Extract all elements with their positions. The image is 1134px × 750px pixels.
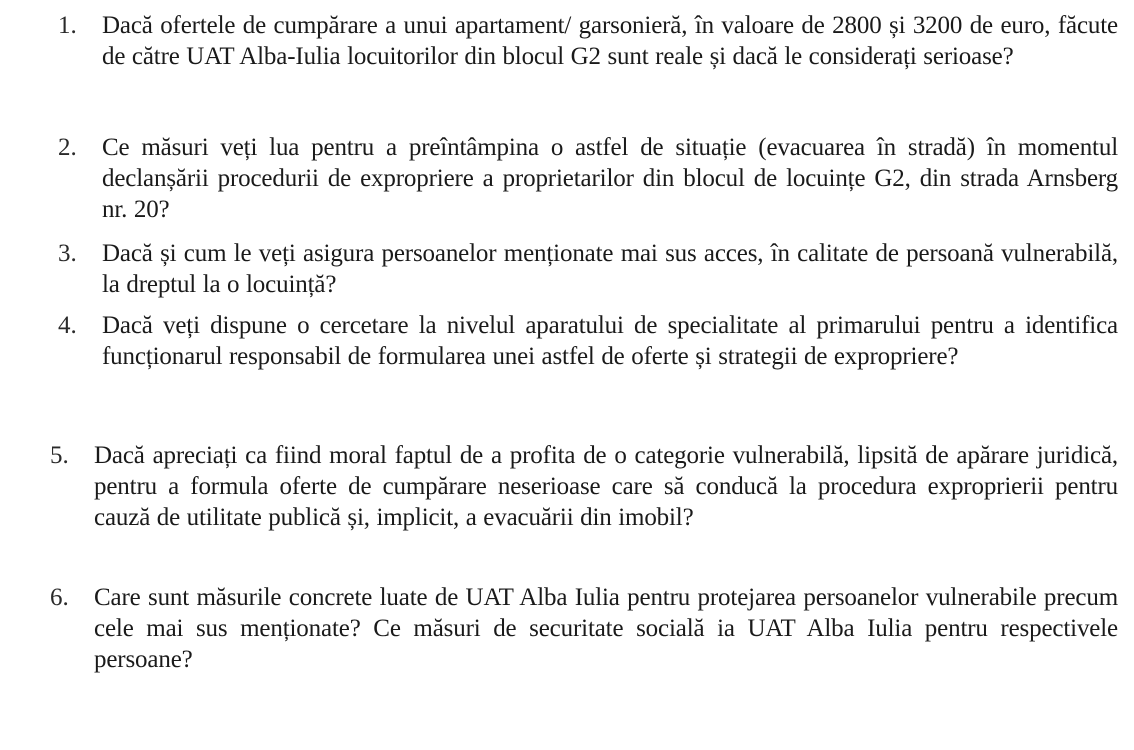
question-item-4 [58, 310, 1118, 372]
question-item-2 [58, 132, 1118, 225]
question-text: Dacă și cum le veți asigura persoanelor menționate mai sus acces, în calitate de persoană vulnerabilă, la dreptul la o locuință? [102, 240, 1118, 298]
question-number: 1. [58, 12, 77, 39]
question-number: 2. [58, 134, 77, 161]
question-item-6 [50, 582, 1118, 675]
question-number: 3. [58, 240, 77, 267]
question-text: Dacă apreciați ca fiind moral faptul de a profita de o categorie vulnerabilă, lipsită de apărare juridică, pentru a formula oferte de cumpărare neserioase care să conducă la procedura exproprierii pentru cauză de utilitate publică și, implicit, a evacuării din imobil? [94, 442, 1118, 531]
question-text: Ce măsuri veți lua pentru a preîntâmpina o astfel de situație (evacuarea în stradă) în momentul declanșării procedurii de expropriere a proprietarilor din blocul de locuințe G2, din strada Arnsberg nr. 20? [102, 134, 1118, 223]
question-number: 5. [50, 442, 69, 469]
question-number: 4. [58, 312, 77, 339]
question-item-1 [58, 10, 1118, 72]
question-item-5 [50, 440, 1118, 533]
question-text: Dacă ofertele de cumpărare a unui apartament/ garsonieră, în valoare de 2800 și 3200 de euro, făcute de către UAT Alba-Iulia locuitorilor din blocul G2 sunt reale și dacă le considerați serioase? [102, 12, 1118, 70]
question-text: Dacă veți dispune o cercetare la nivelul aparatului de specialitate al primarului pentru a identifica funcționarul responsabil de formularea unei astfel de oferte și strategii de expropriere? [102, 312, 1118, 370]
question-item-3 [58, 238, 1118, 300]
question-text: Care sunt măsurile concrete luate de UAT Alba Iulia pentru protejarea persoanelor vulnerabile precum cele mai sus menționate? Ce măsuri de securitate socială ia UAT Alba Iulia pentru respectivele persoane? [94, 584, 1118, 673]
question-number: 6. [50, 584, 69, 611]
